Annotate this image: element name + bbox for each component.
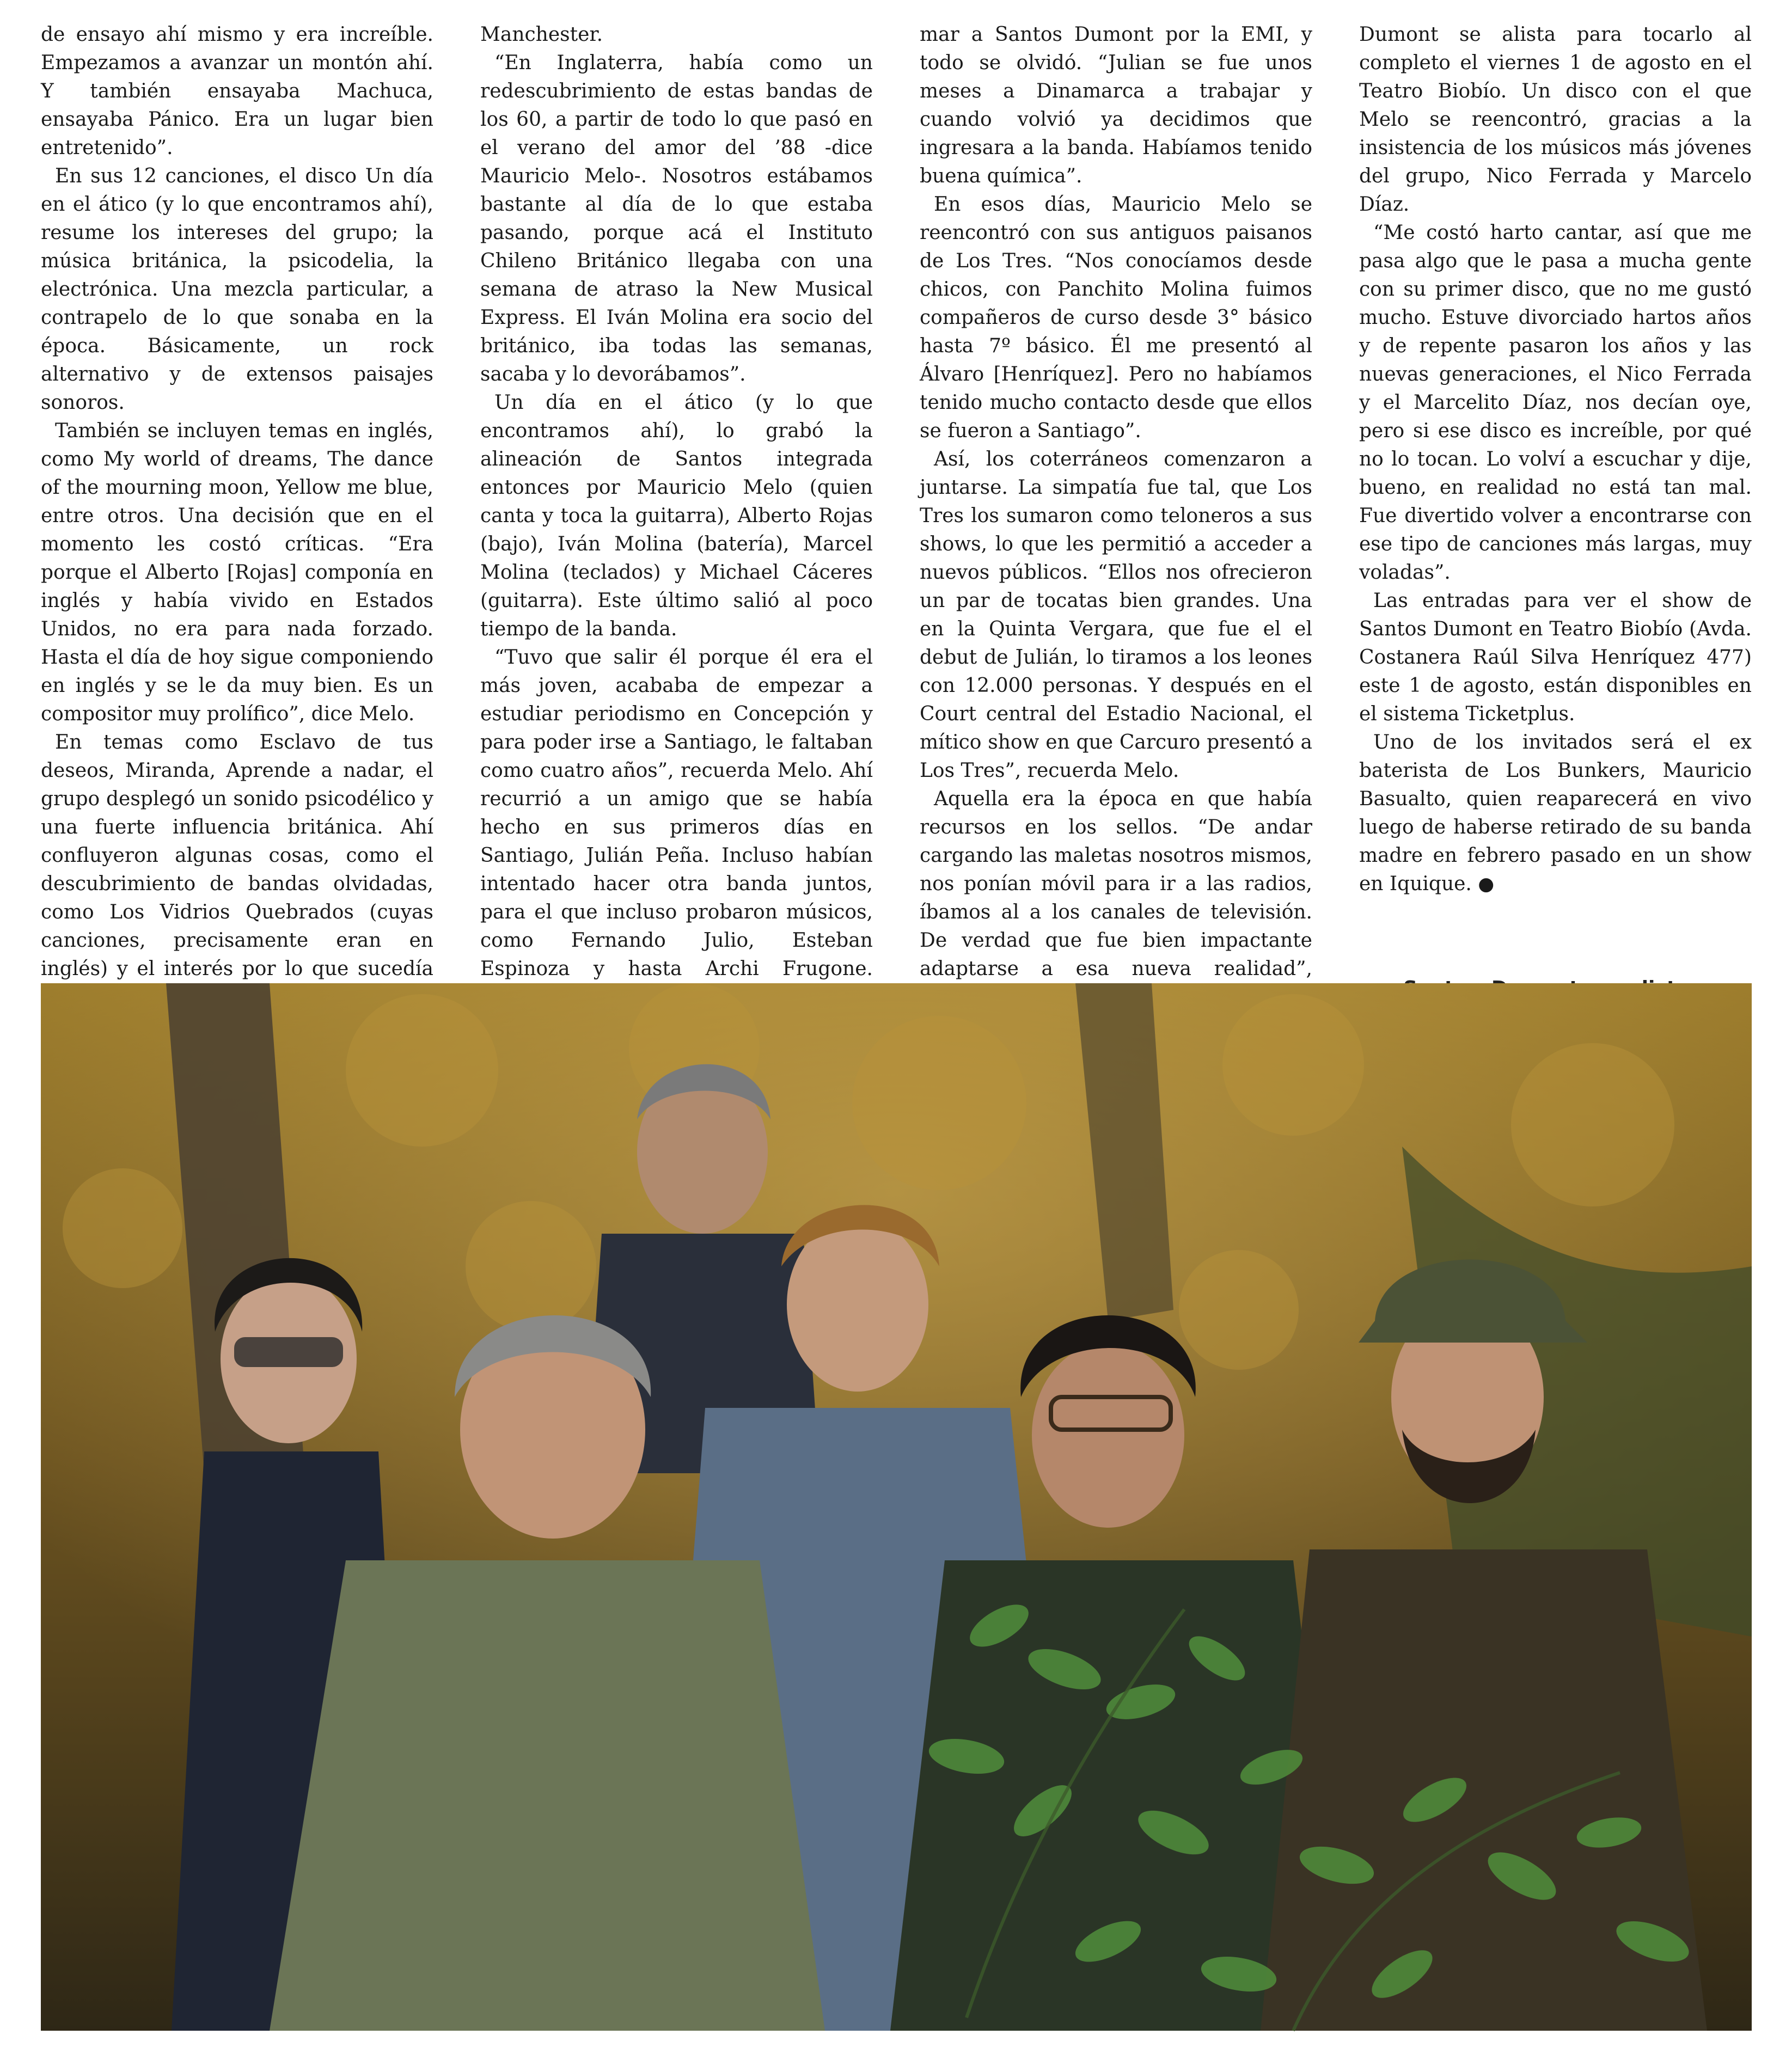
- paragraph: En esos días, Mauricio Melo se reencontró con sus antiguos paisanos de Los Tres. “Nos conocíamos desde chicos, con Panchito Molina fuimos compañeros de curso desde 3° básico hasta 7º básico. Él me presentó al Álvaro [Henríquez]. Pero no habíamos tenido mucho contacto desde que ellos se fueron a Santiago”.: [920, 193, 1312, 442]
- paragraph: Dumont se alista para tocarlo al completo el viernes 1 de agosto en el Teatro Biobío. Un disco con el que Melo se reencontró, gracias a la insistencia de los músicos más jóvenes del grupo, Nico Ferrada y Marcelo Díaz.: [1359, 23, 1752, 216]
- paragraph: En temas como Esclavo de tus deseos, Miranda, Aprende a nadar, el grupo desplegó un sonido psicodélico y una fuerte influencia británica. Ahí confluyeron algunas cosas, como el descubrimiento de bandas olvidadas, como Los Vidrios Quebrados (cuyas canciones, precisamente eran en inglés) y el interés por lo que sucedía: [41, 731, 433, 980]
- end-mark-icon: ●: [1478, 873, 1495, 895]
- article-columns: [41, 21, 1752, 980]
- article-column-4: [1359, 21, 1752, 1125]
- paragraph: Manchester.: [480, 23, 603, 46]
- paragraph: [1359, 728, 1752, 898]
- paragraph: mar a Santos Dumont por la EMI, y todo se olvidó. “Julian se fue unos meses a Dinamarca a trabajar y cuando volvió ya decidimos que ingresara a la banda. Habíamos tenido buena química”.: [920, 23, 1312, 187]
- paragraph: “Tuvo que salir él porque él era el más joven, acababa de empezar a estudiar periodismo en Concepción y para poder irse a Santiago, le faltaban como cuatro años”, recuerda Melo. Ahí recurrió a un amigo que se había hecho en sus primeros días en Santiago, Julián Peña. Incluso habían intentado hacer otra banda juntos, para el que incluso probaron músicos, como Fernando Julio, Esteban Espinoza y hasta Archi Frugone.: [480, 646, 873, 980]
- paragraph: de ensayo ahí mismo y era increíble. Empezamos a avanzar un montón ahí. Y también ensayaba Machuca, ensayaba Pánico. Era un lugar bien entretenido”.: [41, 23, 433, 159]
- article-column-1: [41, 21, 433, 1125]
- band-photo-illustration: [41, 983, 1752, 2031]
- paragraph-text: Uno de los invitados será el ex baterista de Los Bunkers, Mauricio Basualto, quien reaparecerá en vivo luego de haberse retirado de su banda madre en febrero pasado en un show en Iquique.: [1359, 731, 1752, 895]
- paragraph: “En Inglaterra, había como un redescubrimiento de estas bandas de los 60, a partir de todo lo que pasó en el verano del amor del ’88 -dice Mauricio Melo-. Nosotros estábamos bastante al día de lo que estaba pasando, porque acá el Instituto Chileno Británico llegaba con una semana de atraso la New Musical Express. El Iván Molina era socio del británico, iba todas las semanas, sacaba y lo devorábamos”.: [480, 52, 873, 385]
- paragraph: Así, los coterráneos comenzaron a juntarse. La simpatía fue tal, que Los Tres los sumaron como teloneros a sus shows, lo que les permitió a acceder a nuevos públicos. “Ellos nos ofrecieron un par de tocatas bien grandes. Una en la Quinta Vergara, que fue el el debut de Julián, lo tiramos a los leones con 12.000 personas. Y después en el Court central del Estadio Nacional, el mítico show en que Carcuro presentó a Los Tres”, recuerda Melo.: [920, 448, 1312, 782]
- paragraph: Aquella era la época en que había recursos en los sellos. “De andar cargando las maletas nosotros mismos, nos ponían móvil para ir a las radios, íbamos al a los canales de televisión. De verdad que fue bien impactante adaptarse a esa nueva realidad”,: [920, 788, 1312, 980]
- paragraph: En sus 12 canciones, el disco Un día en el ático (y lo que encontramos ahí), resume los intereses del grupo; la música británica, la psicodelia, la electrónica. Una mezcla particular, a contrapelo de lo que sonaba en la época. Básicamente, un rock alternativo y de extensos paisajes sonoros.: [41, 165, 433, 414]
- band-photo: [41, 983, 1752, 2031]
- paragraph: Las entradas para ver el show de Santos Dumont en Teatro Biobío (Avda. Costanera Raúl Silva Henríquez 477) este 1 de agosto, están disponibles en el sistema Ticketplus.: [1359, 590, 1752, 725]
- paragraph: “Me costó harto cantar, así que me pasa algo que le pasa a mucha gente con su primer disco, que no me gustó mucho. Estuve divorciado hartos años y de repente pasaron los años y las nuevas generaciones, el Nico Ferrada y el Marcelito Díaz, nos decían oye, pero si ese disco es increíble, por qué no lo tocan. Lo volví a escuchar y dije, bueno, en realidad no está tan mal. Fue divertido volver a encontrarse con ese tipo de canciones más largas, muy voladas”.: [1359, 222, 1752, 584]
- article-column-3: [920, 21, 1312, 1125]
- paragraph: Un día en el ático (y lo que encontramos ahí), lo grabó la alineación de Santos integrada entonces por Mauricio Melo (quien canta y toca la guitarra), Alberto Rojas (bajo), Iván Molina (batería), Marcel Molina (teclados) y Michael Cáceres (guitarra). Este último salió al poco tiempo de la banda.: [480, 391, 873, 640]
- paragraph: También se incluyen temas en inglés, como My world of dreams, The dance of the mourning moon, Yellow me blue, entre otros. Una decisión que en el momento les costó críticas. “Era porque el Alberto [Rojas] componía en inglés y había vivido en Estados Unidos, no era para nada forzado. Hasta el día de hoy sigue componiendo en inglés y se le da muy bien. Es un compositor muy prolífico”, dice Melo.: [41, 420, 433, 725]
- article-column-2: [480, 21, 873, 1125]
